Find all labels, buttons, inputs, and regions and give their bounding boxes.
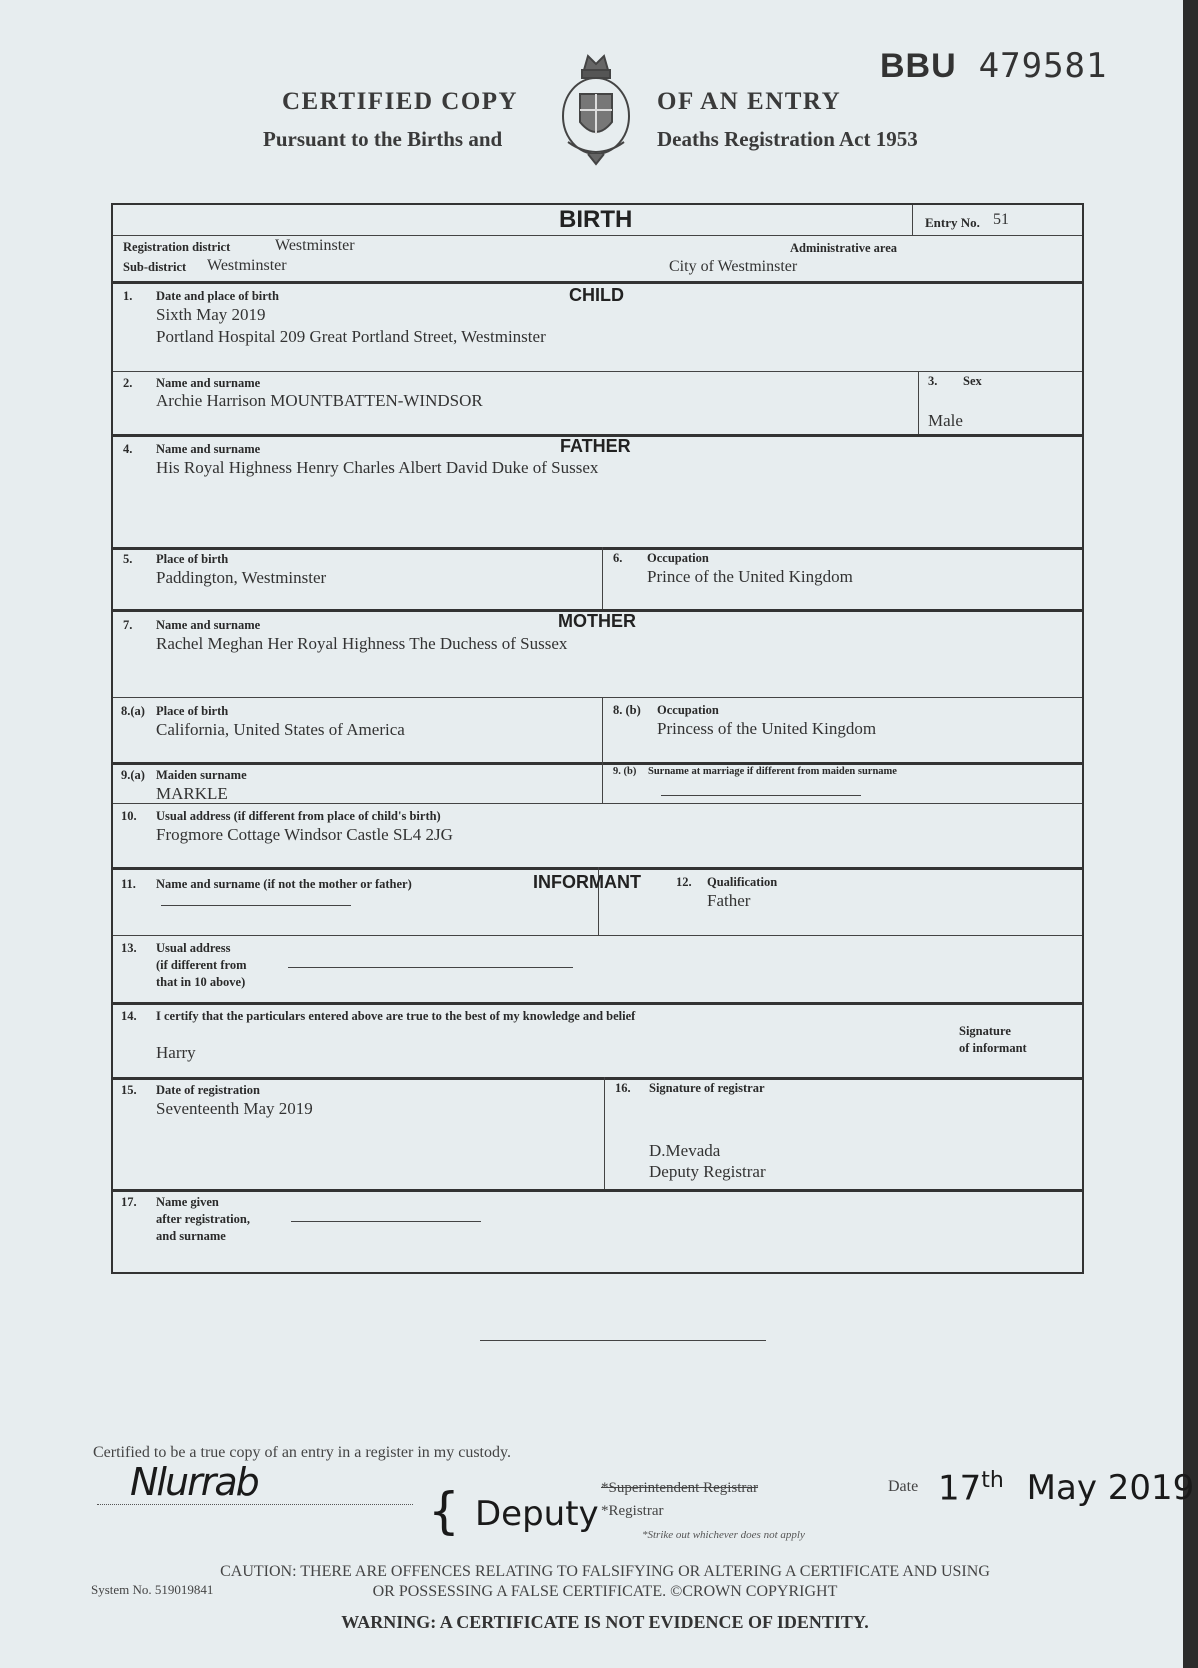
- field-9b-blank-line: [661, 795, 861, 796]
- date-suffix: th: [981, 1468, 1004, 1493]
- birth-entry-table: [111, 203, 1084, 1274]
- field-12-value: Father: [707, 891, 751, 910]
- field-1-number: 1.: [123, 289, 133, 303]
- field-13-label-line3: that in 10 above): [156, 975, 246, 989]
- deputy-handwritten: Deputy: [475, 1494, 599, 1534]
- field-13-label-line1: Usual address: [156, 941, 231, 955]
- field-5-number: 5.: [123, 552, 133, 566]
- field-7-number: 7.: [123, 618, 133, 632]
- field-6-value: Prince of the United Kingdom: [647, 567, 853, 586]
- field-3-number: 3.: [928, 374, 938, 388]
- field-13-blank-line: [288, 967, 573, 968]
- field-17-blank-line: [291, 1221, 481, 1222]
- header-act: Deaths Registration Act 1953: [657, 127, 918, 151]
- field-5-label: Place of birth: [156, 552, 229, 566]
- field-8b-value: Princess of the United Kingdom: [657, 719, 877, 738]
- field-1-date: Sixth May 2019: [156, 305, 266, 324]
- registrar-option: *Registrar: [601, 1503, 664, 1519]
- field-1-label: Date and place of birth: [156, 289, 279, 303]
- system-number: System No. 519019841: [91, 1582, 214, 1597]
- field-14-value: Harry: [156, 1043, 196, 1062]
- field-9b-number: 9. (b): [613, 766, 637, 777]
- field-14-number: 14.: [121, 1009, 137, 1023]
- field-8a-label: Place of birth: [156, 704, 229, 718]
- field-10-number: 10.: [121, 809, 137, 823]
- informant-heading: INFORMANT: [533, 872, 641, 892]
- field-2-number: 2.: [123, 376, 133, 390]
- field-17-label-line3: and surname: [156, 1229, 226, 1243]
- form-title: BIRTH: [559, 206, 633, 233]
- administrative-area-label: Administrative area: [790, 241, 898, 255]
- field-16-label: Signature of registrar: [649, 1081, 765, 1095]
- field-10-label: Usual address (if different from place of child's birth): [156, 809, 441, 823]
- header-of-an-entry: OF AN ENTRY: [657, 88, 842, 115]
- field-15-number: 15.: [121, 1083, 137, 1097]
- mother-heading: MOTHER: [558, 611, 636, 631]
- royal-coat-of-arms-icon: [558, 50, 634, 166]
- date-day: 17: [938, 1468, 982, 1509]
- date-label: Date: [888, 1478, 919, 1495]
- field-12-number: 12.: [676, 875, 692, 889]
- field-16-registrar-name: D.Mevada: [649, 1141, 721, 1160]
- handwritten-date: [938, 1468, 1194, 1508]
- caution-line-1: CAUTION: THERE ARE OFFENCES RELATING TO FALSIFYING OR ALTERING A CERTIFICATE AND USING: [220, 1563, 990, 1580]
- field-11-label: Name and surname (if not the mother or father): [156, 877, 412, 891]
- field-12-label: Qualification: [707, 875, 778, 889]
- separator-line: [480, 1340, 766, 1341]
- field-14-signature-label-line1: Signature: [959, 1024, 1011, 1038]
- field-17-label-line2: after registration,: [156, 1212, 250, 1226]
- field-16-registrar-title: Deputy Registrar: [649, 1162, 766, 1181]
- field-1-place: Portland Hospital 209 Great Portland Street, Westminster: [156, 327, 546, 346]
- entry-number-label: Entry No.: [925, 215, 980, 230]
- field-7-value: Rachel Meghan Her Royal Highness The Duchess of Sussex: [156, 634, 568, 653]
- field-4-number: 4.: [123, 442, 133, 456]
- registration-district-label: Registration district: [123, 240, 231, 254]
- field-8b-label: Occupation: [657, 703, 719, 717]
- field-15-value: Seventeenth May 2019: [156, 1099, 313, 1118]
- brace-icon: {: [428, 1482, 460, 1540]
- field-3-label: Sex: [963, 374, 982, 388]
- field-8a-value: California, United States of America: [156, 720, 405, 739]
- date-month-year: May 2019: [1026, 1468, 1195, 1509]
- serial-digits: 479581: [978, 46, 1108, 86]
- field-14-label: I certify that the particulars entered above are true to the best of my knowledge and belief: [156, 1009, 636, 1023]
- child-heading: CHILD: [569, 285, 624, 305]
- field-6-label: Occupation: [647, 551, 709, 565]
- field-16-number: 16.: [615, 1081, 631, 1095]
- field-8b-number: 8. (b): [613, 703, 641, 717]
- field-3-value: Male: [928, 411, 963, 430]
- identity-warning: WARNING: A CERTIFICATE IS NOT EVIDENCE OF IDENTITY.: [341, 1612, 869, 1632]
- field-11-number: 11.: [121, 877, 136, 891]
- field-4-value: His Royal Highness Henry Charles Albert David Duke of Sussex: [156, 458, 599, 477]
- header-certified-copy: CERTIFIED COPY: [282, 88, 519, 115]
- header-pursuant: Pursuant to the Births and: [263, 127, 503, 151]
- certified-statement: Certified to be a true copy of an entry in a register in my custody.: [93, 1444, 511, 1461]
- signature-dotted-line: [97, 1504, 413, 1505]
- field-13-label-line2: (if different from: [156, 958, 247, 972]
- caution-notice: [180, 1562, 1030, 1602]
- administrative-area-value: City of Westminster: [669, 258, 798, 275]
- sub-district-value: Westminster: [207, 257, 287, 274]
- field-4-label: Name and surname: [156, 442, 261, 456]
- field-5-value: Paddington, Westminster: [156, 568, 327, 587]
- certifier-signature: Nlurrab: [130, 1460, 258, 1504]
- strike-out-note: *Strike out whichever does not apply: [642, 1529, 805, 1541]
- entry-number-value: 51: [993, 211, 1009, 228]
- father-heading: FATHER: [560, 436, 631, 456]
- sub-district-label: Sub-district: [123, 260, 187, 274]
- field-11-blank-line: [161, 905, 351, 906]
- field-6-number: 6.: [613, 551, 623, 565]
- field-10-value: Frogmore Cottage Windsor Castle SL4 2JG: [156, 825, 453, 844]
- field-2-label: Name and surname: [156, 376, 261, 390]
- field-13-number: 13.: [121, 941, 137, 955]
- superintendent-registrar-struck: *Superintendent Registrar: [601, 1480, 759, 1496]
- field-9a-label: Maiden surname: [156, 768, 247, 782]
- field-15-label: Date of registration: [156, 1083, 260, 1097]
- field-9b-label: Surname at marriage if different from maiden surname: [648, 766, 897, 777]
- field-9a-number: 9.(a): [121, 768, 145, 782]
- field-17-number: 17.: [121, 1195, 137, 1209]
- field-2-value: Archie Harrison MOUNTBATTEN-WINDSOR: [156, 391, 483, 410]
- field-14-signature-label-line2: of informant: [959, 1041, 1027, 1055]
- field-8a-number: 8.(a): [121, 704, 145, 718]
- field-9a-value: MARKLE: [156, 784, 228, 803]
- registration-district-value: Westminster: [275, 237, 355, 254]
- field-17-label-line1: Name given: [156, 1195, 219, 1209]
- caution-line-2: OR POSSESSING A FALSE CERTIFICATE. ©CROWN COPYRIGHT: [372, 1583, 838, 1600]
- field-7-label: Name and surname: [156, 618, 261, 632]
- serial-number: [880, 46, 1108, 86]
- serial-prefix: BBU: [880, 47, 957, 85]
